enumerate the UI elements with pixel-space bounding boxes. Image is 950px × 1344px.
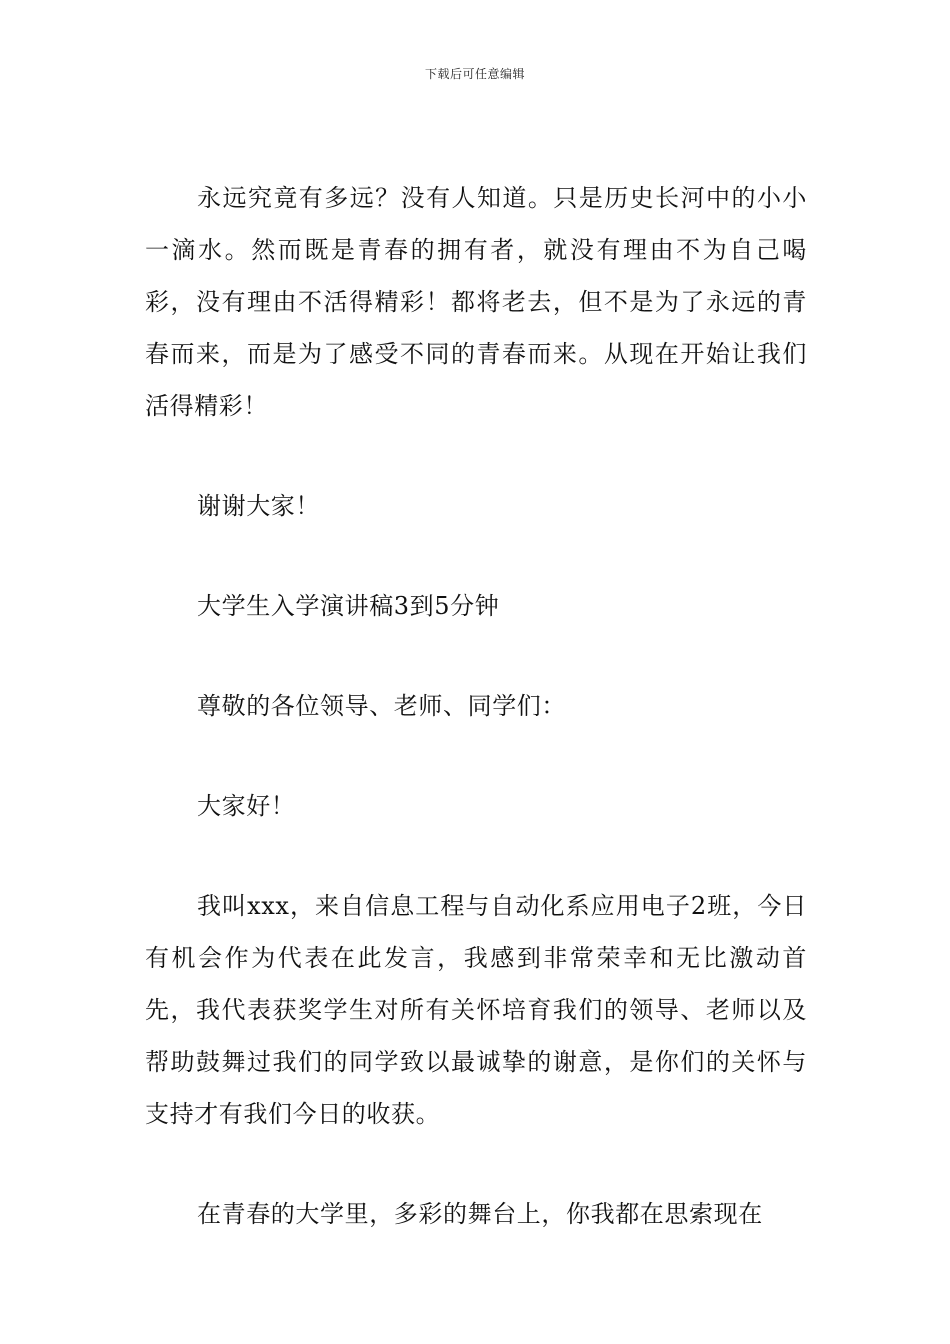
- paragraph-introduction: 我叫xxx，来自信息工程与自动化系应用电子2班，今日有机会作为代表在此发言，我感到非常荣幸和无比激动首先，我代表获奖学生对所有关怀培育我们的领导、老师以及帮助鼓舞过我们的同学致以最诚挚的谢意，是你们的关怀与支持才有我们今日的收获。: [145, 892, 807, 1128]
- paragraph-salutation: 尊敬的各位领导、老师、同学们：: [197, 692, 566, 720]
- paragraph-thanks: 谢谢大家！: [197, 492, 320, 520]
- document-body: [145, 172, 807, 1240]
- page-header-note: 下载后可任意编辑: [424, 67, 525, 81]
- paragraph-continuation: 在青春的大学里，多彩的舞台上，你我都在思索现在: [197, 1200, 763, 1228]
- paragraph-greeting: 大家好！: [197, 792, 296, 820]
- paragraph-speech-title: 大学生入学演讲稿3到5分钟: [197, 592, 500, 620]
- paragraph-closing-reflection: 永远究竟有多远？没有人知道。只是历史长河中的小小一滴水。然而既是青春的拥有者，就没有理由不为自己喝彩，没有理由不活得精彩！都将老去，但不是为了永远的青春而来，而是为了感受不同的青春而来。从现在开始让我们活得精彩！: [145, 184, 807, 420]
